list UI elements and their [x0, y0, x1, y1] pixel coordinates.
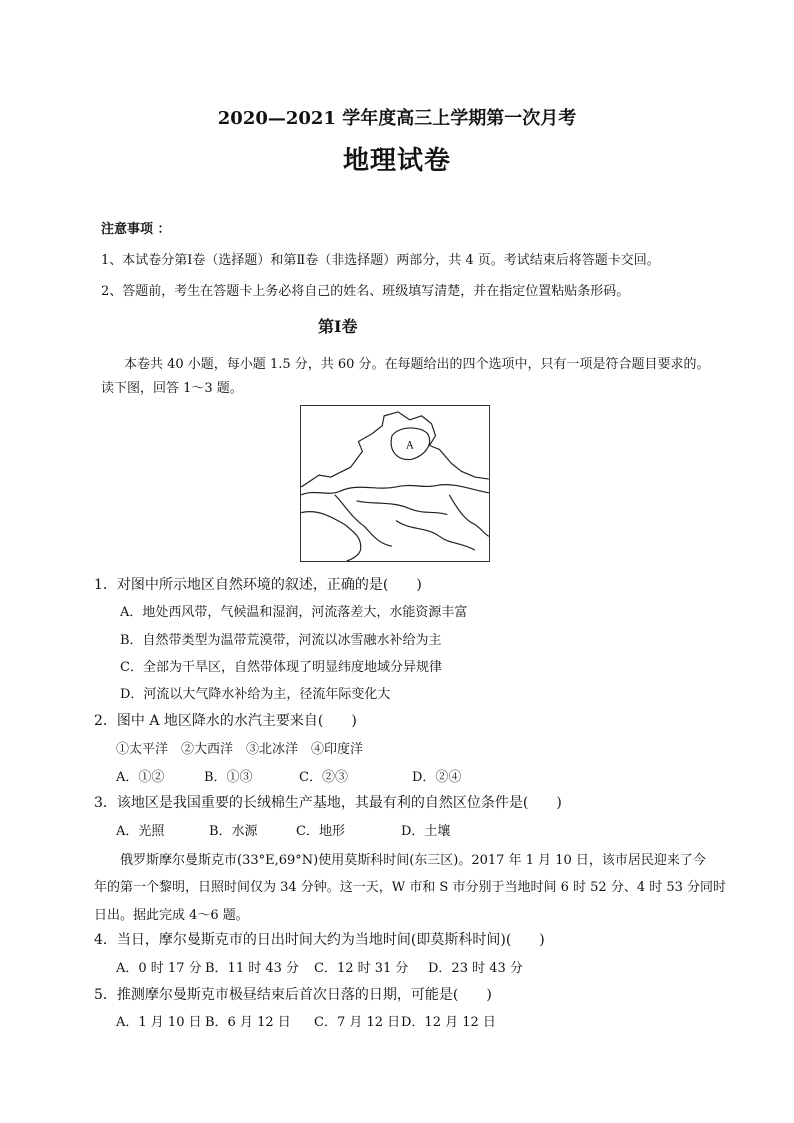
q2-choices: ①太平洋 ②大西洋 ③北冰洋 ④印度洋: [116, 742, 364, 757]
q1-option: B．自然带类型为温带荒漠带，河流以冰雪融水补给为主: [120, 633, 442, 648]
q2-option: B．①③: [204, 770, 253, 785]
section-intro: 本卷共 40 小题，每小题 1.5 分，共 60 分。在每题给出的四个选项中，只有一项是符合题目要求的。: [124, 357, 710, 372]
q1-option: C．全部为干旱区，自然带体现了明显纬度地域分异规律: [120, 660, 442, 675]
notice-item: 1、本试卷分第Ⅰ卷（选择题）和第Ⅱ卷（非选择题）两部分，共 4 页。考试结束后将答题卡交回。: [101, 253, 660, 268]
q3-option: C．地形: [296, 824, 345, 839]
q2-option: A．①②: [116, 770, 165, 785]
subject-title: 地理试卷: [342, 146, 451, 176]
q4-stem: 4．当日，摩尔曼斯克市的日出时间大约为当地时间(即莫斯科时间)( ): [94, 932, 545, 948]
q5-option: C．7 月 12 日: [314, 1015, 401, 1030]
q5-option: B．6 月 12 日: [205, 1015, 291, 1030]
map-label-a: A: [406, 440, 414, 452]
q5-stem: 5．推测摩尔曼斯克市极昼结束后首次日落的日期，可能是( ): [94, 987, 492, 1003]
q2-option: D．②④: [412, 770, 462, 785]
q2-stem: 2．图中 A 地区降水的水汽主要来自( ): [94, 713, 357, 729]
q2-option: C．②③: [299, 770, 348, 785]
q5-option: A．1 月 10 日: [116, 1015, 202, 1030]
passage-line: 年的第一个黎明，日照时间仅为 34 分钟。这一天，W 市和 S 市分别于当地时间 6 时 52 分、4 时 53 分同时: [94, 880, 727, 895]
section-prompt: 读下图，回答 1～3 题。: [101, 381, 243, 396]
q4-option: C．12 时 31 分: [314, 961, 409, 976]
q4-option: D．23 时 43 分: [428, 961, 523, 976]
q1-stem: 1．对图中所示地区自然环境的叙述，正确的是( ): [94, 577, 422, 593]
q3-option: D．土壤: [401, 824, 451, 839]
region-map: [300, 405, 490, 562]
passage-line: 日出。据此完成 4～6 题。: [94, 908, 249, 923]
q3-option: A．光照: [116, 824, 165, 839]
exam-title: 2020—2021 学年度高三上学期第一次月考: [217, 108, 577, 129]
notice-heading: 注意事项 ：: [101, 222, 171, 237]
q4-option: A．0 时 17 分: [116, 961, 202, 976]
q3-option: B．水源: [209, 824, 258, 839]
q5-option: D．12 月 12 日: [401, 1015, 496, 1030]
q1-option: A．地处西风带，气候温和湿润，河流落差大，水能资源丰富: [120, 605, 468, 620]
region-map-drawing: [301, 406, 489, 561]
section-title: 第Ⅰ卷: [318, 317, 358, 336]
q4-option: B．11 时 43 分: [205, 961, 300, 976]
notice-item: 2、答题前，考生在答题卡上务必将自己的姓名、班级填写清楚，并在指定位置粘贴条形码。: [101, 284, 630, 299]
q3-stem: 3．该地区是我国重要的长绒棉生产基地，其最有利的自然区位条件是( ): [94, 795, 562, 811]
passage-line: 俄罗斯摩尔曼斯克市(33°E,69°N)使用莫斯科时间(东三区)。2017 年 1 月 10 日，该市居民迎来了今: [120, 853, 706, 868]
q1-option: D．河流以大气降水补给为主，径流年际变化大: [120, 687, 391, 702]
